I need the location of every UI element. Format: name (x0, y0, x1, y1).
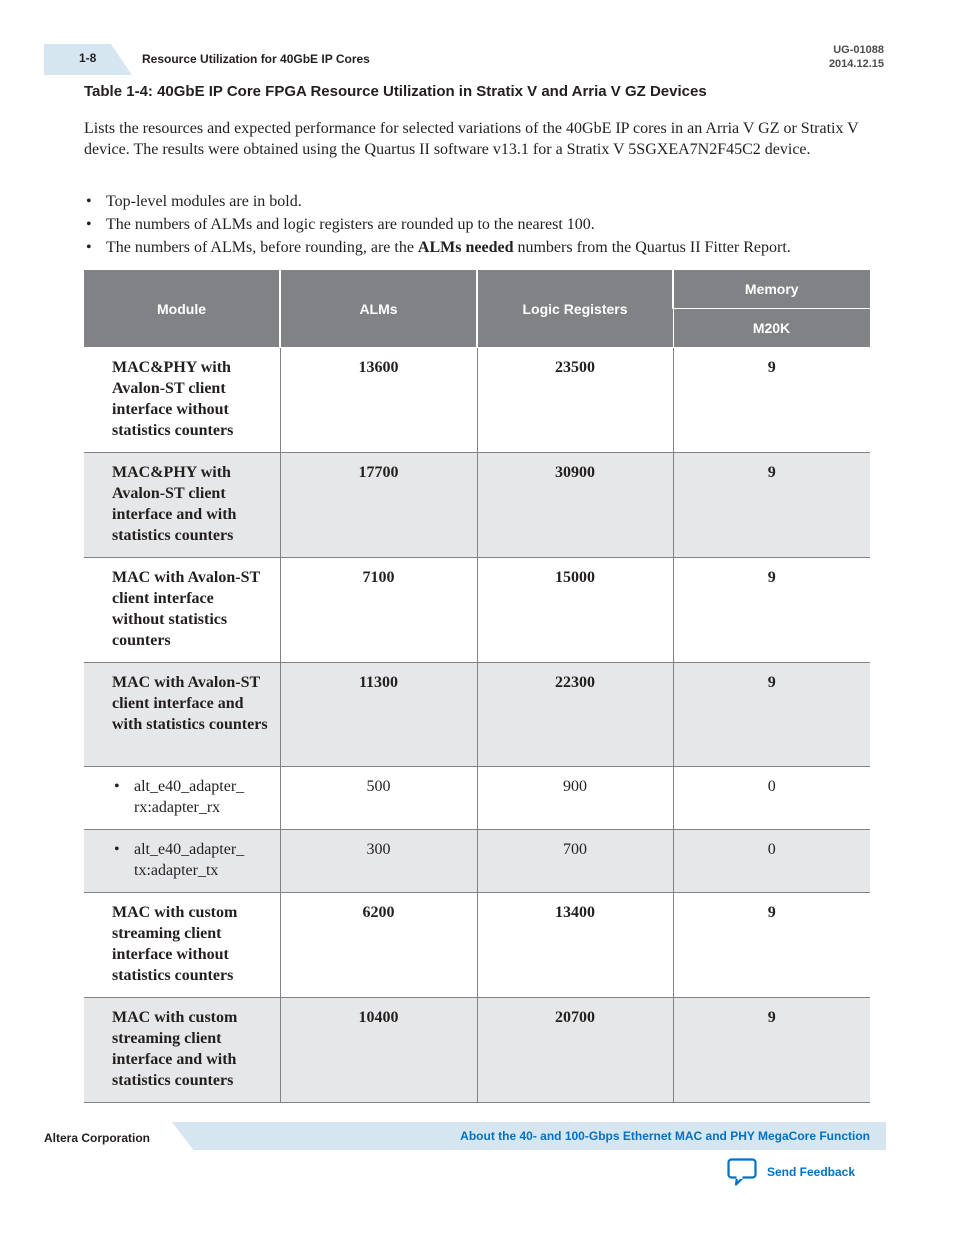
module-cell: MAC with custom streaming client interface and with statistics counters (84, 998, 280, 1103)
table-row (84, 830, 870, 893)
m20k-cell: 9 (673, 893, 870, 998)
speech-bubble-icon (727, 1158, 757, 1186)
section-title: Resource Utilization for 40GbE IP Cores (142, 52, 370, 66)
document-date: 2014.12.15 (828, 58, 884, 70)
registers-cell: 15000 (477, 558, 673, 663)
alms-cell: 17700 (280, 453, 477, 558)
document-id-block (829, 43, 884, 71)
registers-cell: 700 (477, 830, 673, 893)
registers-cell: 20700 (477, 998, 673, 1103)
send-feedback-label: Send Feedback (767, 1165, 856, 1179)
note-text: The numbers of ALMs, before rounding, are the (106, 239, 418, 256)
note-item (84, 236, 874, 259)
header-module: Module (84, 270, 280, 348)
m20k-cell: 0 (673, 767, 870, 830)
registers-cell: 30900 (477, 453, 673, 558)
table-row (84, 767, 870, 830)
header-memory: Memory (673, 270, 870, 309)
m20k-cell: 9 (673, 453, 870, 558)
m20k-cell: 0 (673, 830, 870, 893)
alms-cell: 10400 (280, 998, 477, 1103)
table-row (84, 998, 870, 1103)
alms-cell: 6200 (280, 893, 477, 998)
m20k-cell: 9 (673, 558, 870, 663)
module-cell: MAC&PHY with Avalon-ST client interface and with statistics counters (84, 453, 280, 558)
table-title: Table 1-4: 40GbE IP Core FPGA Resource Utilization in Stratix V and Arria V GZ Devices (84, 83, 707, 100)
module-cell: MAC with custom streaming client interface without statistics counters (84, 893, 280, 998)
registers-cell: 13400 (477, 893, 673, 998)
module-cell (84, 830, 280, 893)
header-logic-registers: Logic Registers (477, 270, 673, 348)
page-number: 1-8 (79, 51, 97, 65)
note-item: • Top-level modules are in bold. (84, 190, 874, 213)
alms-cell: 11300 (280, 663, 477, 767)
alms-cell: 7100 (280, 558, 477, 663)
alms-cell: 300 (280, 830, 477, 893)
registers-cell: 900 (477, 767, 673, 830)
m20k-cell: 9 (673, 998, 870, 1103)
note-emphasis: ALMs needed (417, 239, 514, 256)
note-text: numbers from the Quartus II Fitter Report. (513, 239, 791, 256)
module-cell: MAC&PHY with Avalon-ST client interface without statistics counters (84, 348, 280, 453)
m20k-cell: 9 (673, 348, 870, 453)
intro-paragraph: Lists the resources and expected performance for selected variations of the 40GbE IP cores in an Arria V GZ or Stratix V device. The results were obtained using the Quartus II software v13.1 for a Stratix V 5SGXEA7N2F45C2 device. (84, 120, 859, 158)
registers-cell: 23500 (477, 348, 673, 453)
table-row (84, 348, 870, 453)
note-item: • The numbers of ALMs and logic registers are rounded up to the nearest 100. (84, 213, 874, 236)
header-m20k: M20K (673, 309, 870, 348)
alms-cell: 500 (280, 767, 477, 830)
table-row (84, 663, 870, 767)
notes-list (84, 190, 874, 259)
table-row (84, 558, 870, 663)
module-cell: MAC with Avalon-ST client interface and with statistics counters (84, 663, 280, 767)
module-cell: MAC with Avalon-ST client interface without statistics counters (84, 558, 280, 663)
submodule-name: • alt_e40_adapter_ rx:adapter_rx (112, 776, 270, 818)
m20k-cell: 9 (673, 663, 870, 767)
table-row (84, 453, 870, 558)
resource-utilization-table (84, 269, 871, 1103)
module-cell (84, 767, 280, 830)
footer-doc-title-link[interactable]: About the 40- and 100-Gbps Ethernet MAC and PHY MegaCore Function (460, 1129, 870, 1143)
footer-company: Altera Corporation (44, 1131, 151, 1145)
table-row (84, 893, 870, 998)
alms-cell: 13600 (280, 348, 477, 453)
header-alms: ALMs (280, 270, 477, 348)
send-feedback-link[interactable] (727, 1158, 855, 1186)
registers-cell: 22300 (477, 663, 673, 767)
submodule-name: • alt_e40_adapter_ tx:adapter_tx (112, 839, 270, 881)
document-id: UG-01088 (833, 44, 884, 56)
